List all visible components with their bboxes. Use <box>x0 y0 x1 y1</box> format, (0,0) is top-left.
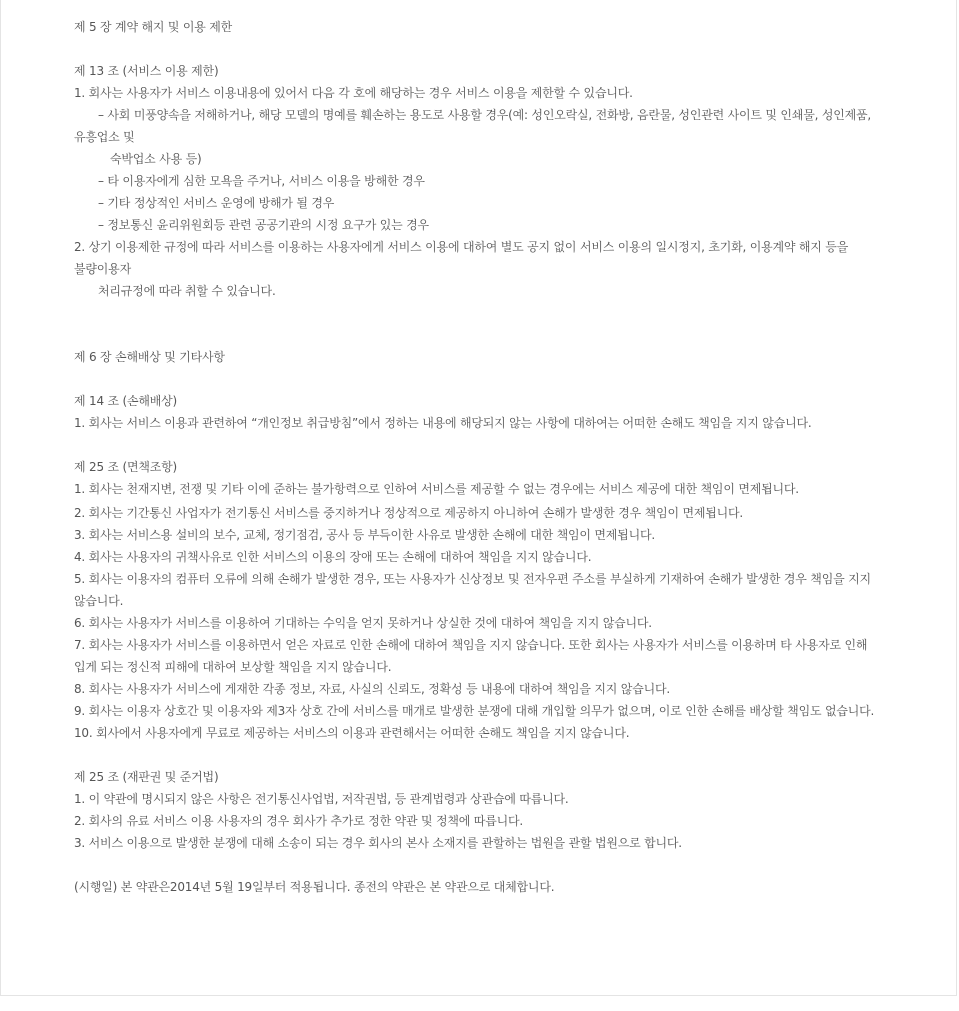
terms-content <box>74 16 892 898</box>
article-item: 7. 회사는 사용자가 서비스를 이용하면서 얻은 자료로 인한 손해에 대하여 책임을 지지 않습니다. 또한 회사는 사용자가 서비스를 이용하며 타 사용자로 인해 입게 되는 정신적 피해에 대하여 보상할 책임을 지지 않습니다. <box>74 638 868 674</box>
article-subitem: – 기타 정상적인 서비스 운영에 방해가 될 경우 <box>98 196 335 210</box>
article-item: 4. 회사는 사용자의 귀책사유로 인한 서비스의 이용의 장애 또는 손해에 대하여 책임을 지지 않습니다. <box>74 550 592 564</box>
effective-date-notice: (시행일) 본 약관은2014년 5월 19일부터 적용됩니다. 종전의 약관은 본 약관으로 대체합니다. <box>74 880 555 894</box>
article-item-continuation: 처리규정에 따라 취할 수 있습니다. <box>98 284 276 298</box>
chapter-heading: 제 6 장 손해배상 및 기타사항 <box>74 350 225 364</box>
article-item: 1. 회사는 서비스 이용과 관련하여 “개인정보 취급방침”에서 정하는 내용에 해당되지 않는 사항에 대하여는 어떠한 손해도 책임을 지지 않습니다. <box>74 416 812 430</box>
article-item: 1. 이 약관에 명시되지 않은 사항은 전기통신사업법, 저작권법, 등 관계법령과 상관습에 따릅니다. <box>74 792 569 806</box>
article-item: 2. 상기 이용제한 규정에 따라 서비스를 이용하는 사용자에게 서비스 이용에 대하여 별도 공지 없이 서비스 이용의 일시정지, 초기화, 이용계약 해지 등을 불량이용자 <box>74 240 849 276</box>
article-item: 3. 회사는 서비스용 설비의 보수, 교체, 정기점검, 공사 등 부득이한 사유로 발생한 손해에 대한 책임이 면제됩니다. <box>74 528 655 542</box>
article-item: 2. 회사의 유료 서비스 이용 사용자의 경우 회사가 추가로 정한 약관 및 정책에 따릅니다. <box>74 814 523 828</box>
article-subitem-continuation: 숙박업소 사용 등) <box>110 152 202 166</box>
chapter-heading: 제 5 장 계약 해지 및 이용 제한 <box>74 20 233 34</box>
article-subitem: – 타 이용자에게 심한 모욕을 주거나, 서비스 이용을 방해한 경우 <box>98 174 425 188</box>
article-subitem: – 정보통신 윤리위원회등 관련 공공기관의 시정 요구가 있는 경우 <box>98 218 429 232</box>
article-title: 제 13 조 (서비스 이용 제한) <box>74 64 219 78</box>
article-item: 1. 회사는 사용자가 서비스 이용내용에 있어서 다음 각 호에 해당하는 경우 서비스 이용을 제한할 수 있습니다. <box>74 86 633 100</box>
article-title: 제 25 조 (재판권 및 준거법) <box>74 770 219 784</box>
article-item: 5. 회사는 이용자의 컴퓨터 오류에 의해 손해가 발생한 경우, 또는 사용자가 신상정보 및 전자우편 주소를 부실하게 기재하여 손해가 발생한 경우 책임을 지지 않습니다. <box>74 572 871 608</box>
article-item: 3. 서비스 이용으로 발생한 분쟁에 대해 소송이 되는 경우 회사의 본사 소재지를 관할하는 법원을 관할 법원으로 합니다. <box>74 836 682 850</box>
article-title: 제 14 조 (손해배상) <box>74 394 178 408</box>
article-subitem: – 사회 미풍양속을 저해하거나, 해당 모델의 명예를 훼손하는 용도로 사용할 경우(예: 성인오락실, 전화방, 음란물, 성인관련 사이트 및 인쇄물, 성인제품, 유흥업소 및 <box>74 108 872 144</box>
article-item: 9. 회사는 이용자 상호간 및 이용자와 제3자 상호 간에 서비스를 매개로 발생한 분쟁에 대해 개입할 의무가 없으며, 이로 인한 손해를 배상할 책임도 없습니다. <box>74 704 875 718</box>
article-item: 8. 회사는 사용자가 서비스에 게재한 각종 정보, 자료, 사실의 신뢰도, 정확성 등 내용에 대하여 책임을 지지 않습니다. <box>74 682 670 696</box>
article-item: 6. 회사는 사용자가 서비스를 이용하여 기대하는 수익을 얻지 못하거나 상실한 것에 대하여 책임을 지지 않습니다. <box>74 616 652 630</box>
article-item: 1. 회사는 천재지변, 전쟁 및 기타 이에 준하는 불가항력으로 인하여 서비스를 제공할 수 없는 경우에는 서비스 제공에 대한 책임이 면제됩니다. <box>74 482 799 496</box>
article-item: 10. 회사에서 사용자에게 무료로 제공하는 서비스의 이용과 관련해서는 어떠한 손해도 책임을 지지 않습니다. <box>74 726 630 740</box>
article-item: 2. 회사는 기간통신 사업자가 전기통신 서비스를 중지하거나 정상적으로 제공하지 아니하여 손해가 발생한 경우 책임이 면제됩니다. <box>74 506 744 520</box>
article-title: 제 25 조 (면책조항) <box>74 460 178 474</box>
